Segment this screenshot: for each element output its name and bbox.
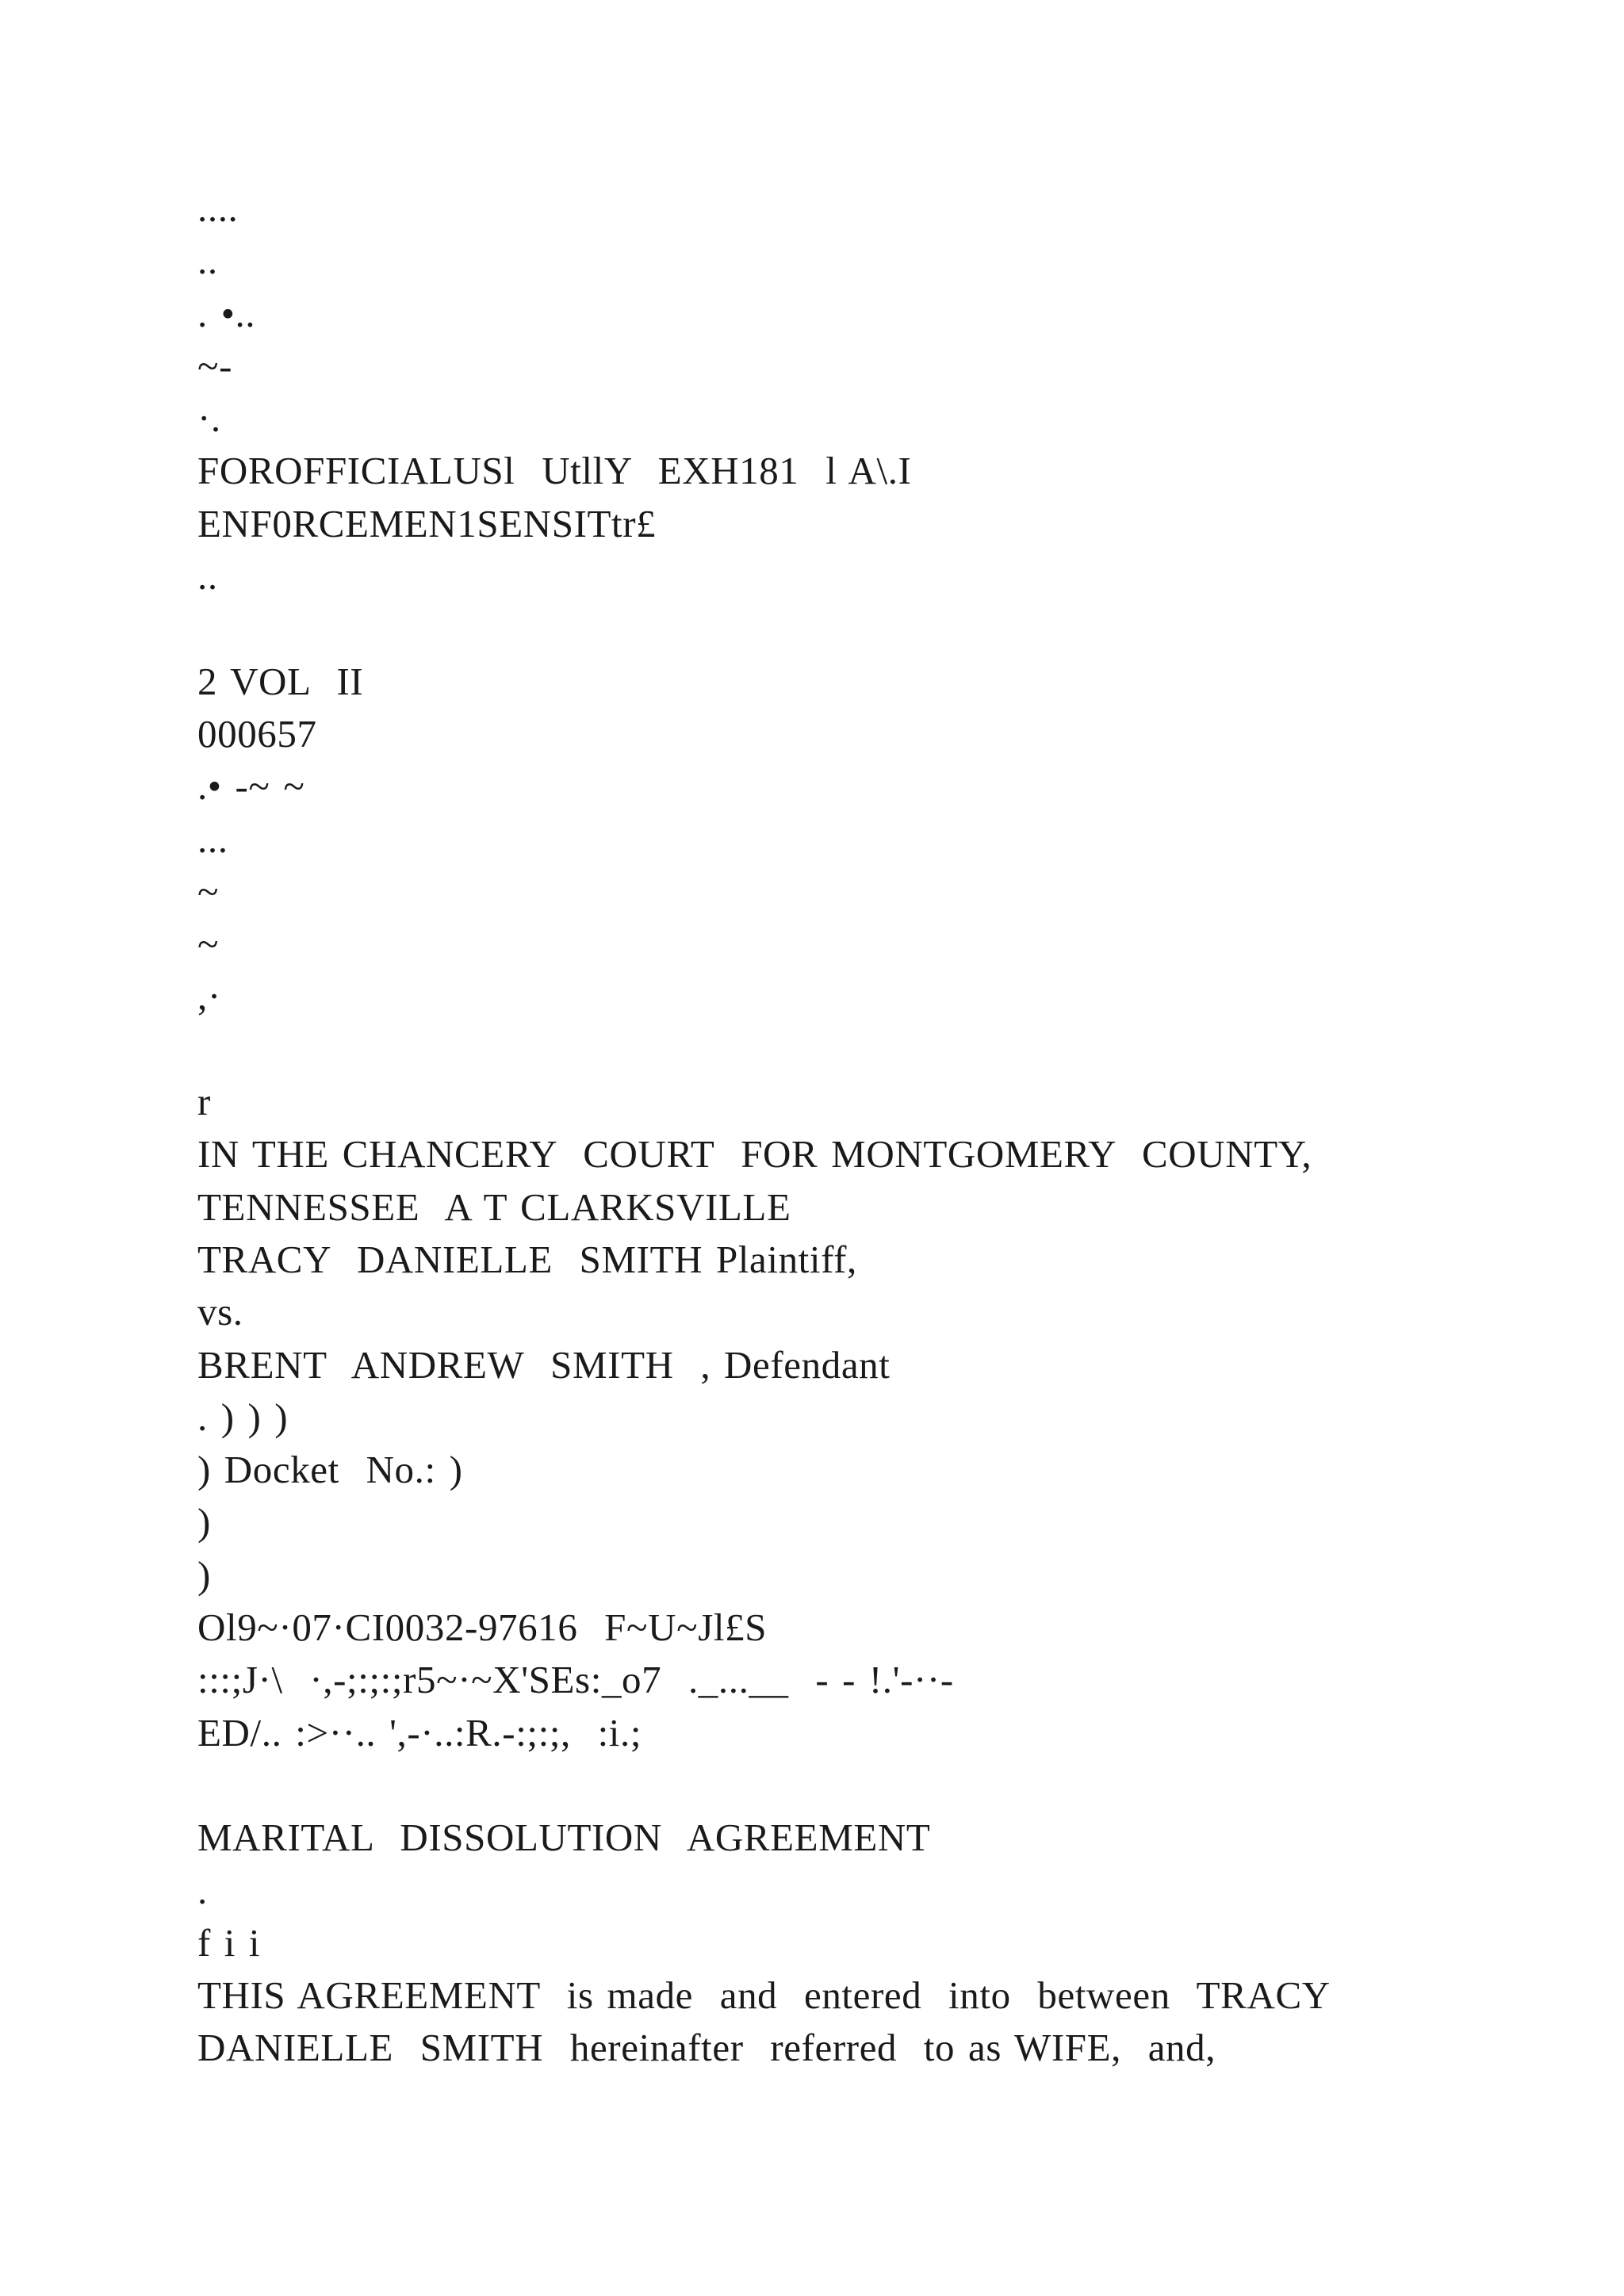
defendant-line: BRENT ANDREW SMITH , Defendant bbox=[197, 1342, 891, 1387]
court-heading-line-2: TENNESSEE A T CLARKSVILLE bbox=[197, 1184, 791, 1229]
text-line: . •.. bbox=[197, 291, 256, 335]
body-paragraph-line: DANIELLE SMITH hereinafter referred to as WIFE, and, bbox=[197, 2026, 1216, 2070]
ocr-noise-line: ED/.. :>··.. ',-·..:R.-:;:;, :i.; bbox=[197, 1710, 642, 1755]
text-line: ·. bbox=[197, 396, 221, 441]
text-line: .. bbox=[197, 239, 218, 283]
versus-line: vs. bbox=[197, 1290, 243, 1334]
text-line: ~- bbox=[197, 343, 233, 388]
document-body bbox=[197, 182, 1545, 2075]
document-title: MARITAL DISSOLUTION AGREEMENT bbox=[197, 1816, 931, 1860]
body-paragraph-line: THIS AGREEMENT is made and entered into between TRACY bbox=[197, 1973, 1331, 2018]
caption-bracket-line: . ) ) ) bbox=[197, 1395, 289, 1439]
text-line: ~ bbox=[197, 869, 220, 913]
blank-line bbox=[197, 603, 1545, 655]
text-line: ,· bbox=[197, 974, 221, 1019]
plaintiff-line: TRACY DANIELLE SMITH Plaintiff, bbox=[197, 1237, 857, 1281]
text-line: .. bbox=[197, 554, 218, 599]
caption-bracket-line: ) bbox=[197, 1500, 211, 1544]
header-stamp-line-2: ENF0RCEMEN1SENSITtr£ bbox=[197, 501, 657, 545]
caption-bracket-line: ) bbox=[197, 1552, 211, 1597]
ocr-noise-line: :::;J·\ ·,-;:;:;r5~·~X'SEs:_o7 ._...__ - - !.'-··- bbox=[197, 1658, 954, 1702]
text-line: f i i bbox=[197, 1920, 261, 1965]
docket-label-line: ) Docket No.: ) bbox=[197, 1448, 463, 1492]
header-stamp-line-1: FOROFFICIALUSl UtllY EXH181 l A\.I bbox=[197, 449, 912, 493]
text-line: ... bbox=[197, 817, 228, 861]
text-line: .... bbox=[197, 186, 239, 230]
text-line: r bbox=[197, 1080, 211, 1124]
volume-label: 2 VOL II bbox=[197, 659, 364, 703]
page-number: 000657 bbox=[197, 711, 317, 756]
blank-line bbox=[197, 1759, 1545, 1812]
text-line: . bbox=[197, 1868, 208, 1912]
court-heading-line-1: IN THE CHANCERY COURT FOR MONTGOMERY COUNTY, bbox=[197, 1132, 1312, 1177]
text-line: ~ bbox=[197, 922, 220, 966]
blank-line bbox=[197, 1024, 1545, 1076]
docket-number-line: Ol9~·07·CI0032-97616 F~U~Jl£S bbox=[197, 1605, 768, 1650]
text-line: .• -~ ~ bbox=[197, 764, 305, 809]
